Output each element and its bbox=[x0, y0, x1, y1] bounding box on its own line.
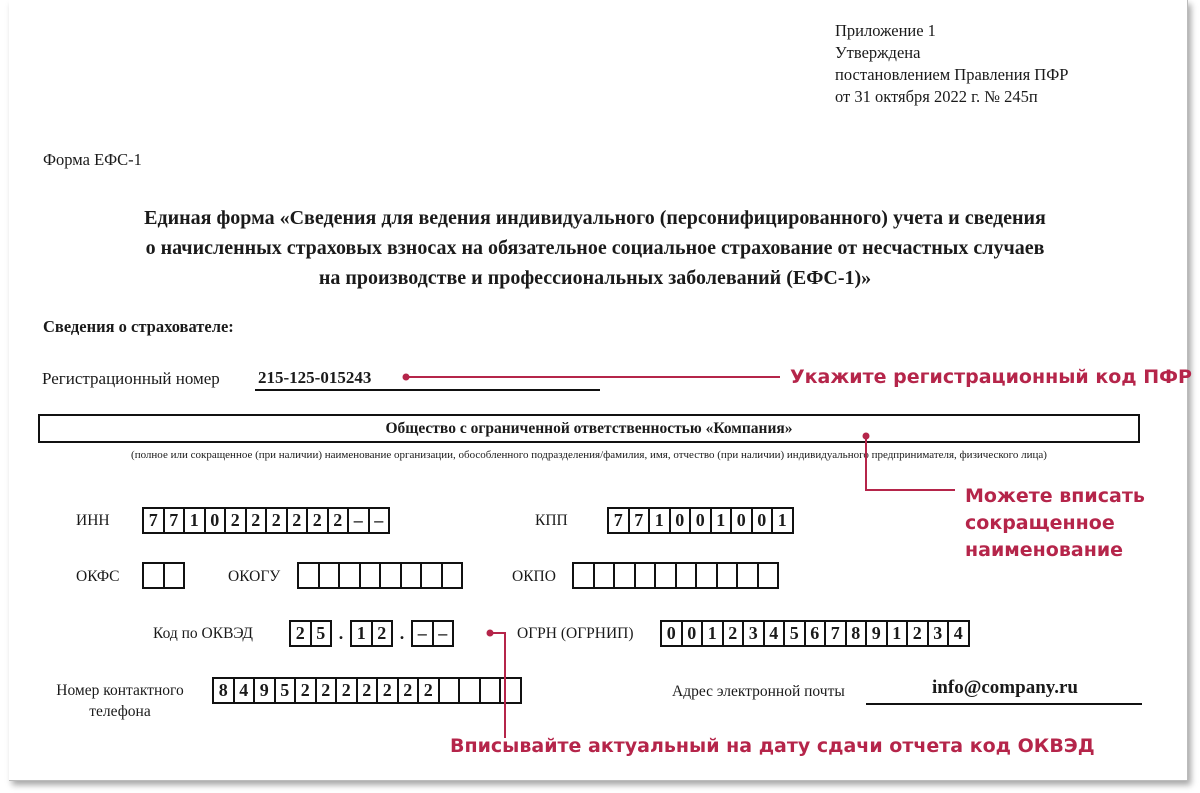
inn-field-cell[interactable]: 2 bbox=[327, 507, 350, 534]
ogrn-label: ОГРН (ОГРНИП) bbox=[517, 625, 634, 642]
ogrn-field-cell[interactable]: 2 bbox=[722, 620, 745, 647]
phone-field-cell[interactable]: 2 bbox=[294, 677, 317, 704]
ogrn-field-cell[interactable]: 0 bbox=[660, 620, 683, 647]
ogrn-field-cell[interactable]: 3 bbox=[742, 620, 765, 647]
inn-field-cell[interactable]: 0 bbox=[204, 507, 227, 534]
okved-dot bbox=[487, 630, 494, 637]
okved-group-3-cell[interactable]: – bbox=[432, 620, 455, 647]
org-name-field[interactable]: Общество с ограниченной ответственностью «Компания» bbox=[38, 414, 1140, 443]
kpp-field-cell[interactable]: 1 bbox=[771, 507, 794, 534]
phone-field-cell[interactable]: 5 bbox=[274, 677, 297, 704]
ogrn-field-cell[interactable]: 1 bbox=[701, 620, 724, 647]
okpo-label: ОКПО bbox=[512, 568, 556, 585]
org-name-caption: (полное или сокращенное (при наличии) наименование организации, обособленного подразделения/фамилия, имя, отчество (при наличии) индивидуального предпринимателя, физического лица) bbox=[131, 449, 1047, 461]
title-line-3: на производстве и профессиональных заболеваний (ЕФС-1)» bbox=[318, 267, 872, 289]
callout-okved: Вписывайте актуальный на дату сдачи отчета код ОКВЭД bbox=[450, 735, 1095, 757]
ogrn-field-cell[interactable]: 4 bbox=[947, 620, 970, 647]
kpp-field-cell[interactable]: 7 bbox=[607, 507, 630, 534]
kpp-field-cell[interactable]: 1 bbox=[710, 507, 733, 534]
phone-field-cell[interactable]: 2 bbox=[335, 677, 358, 704]
inn-field-cell[interactable]: 7 bbox=[163, 507, 186, 534]
phone-field-cell[interactable]: 2 bbox=[356, 677, 379, 704]
reg-number-field[interactable]: 215-125-015243 bbox=[258, 368, 372, 387]
okved-group-2-cell[interactable]: 1 bbox=[350, 620, 373, 647]
short-name-dot bbox=[863, 433, 870, 440]
okved-group-1-cell[interactable]: 2 bbox=[289, 620, 312, 647]
ogrn-field-cell[interactable]: 3 bbox=[927, 620, 950, 647]
okogu-label: ОКОГУ bbox=[228, 568, 281, 585]
okved-separator-1: . bbox=[338, 623, 344, 643]
ogrn-field-cell[interactable]: 7 bbox=[824, 620, 847, 647]
ogrn-field-cell[interactable]: 8 bbox=[845, 620, 868, 647]
insurer-heading: Сведения о страхователе: bbox=[43, 317, 234, 336]
callout-short-name bbox=[965, 483, 1145, 564]
callout-reg-code: Укажите регистрационный код ПФР bbox=[790, 366, 1192, 388]
okved-group-3-cell[interactable]: – bbox=[411, 620, 434, 647]
okved-group-2-cell[interactable]: 2 bbox=[371, 620, 394, 647]
okved-label: Код по ОКВЭД bbox=[153, 625, 253, 642]
email-label: Адрес электронной почты bbox=[672, 683, 845, 700]
kpp-field-cell[interactable]: 7 bbox=[628, 507, 651, 534]
inn-field-cell[interactable]: – bbox=[368, 507, 391, 534]
kpp-field-cell[interactable]: 0 bbox=[730, 507, 753, 534]
inn-field-cell[interactable]: 2 bbox=[245, 507, 268, 534]
kpp-field-cell[interactable]: 0 bbox=[751, 507, 774, 534]
reg-number-label: Регистрационный номер bbox=[42, 369, 220, 388]
phone-field-cell[interactable]: 8 bbox=[212, 677, 235, 704]
inn-field-cell[interactable]: 1 bbox=[183, 507, 206, 534]
ogrn-field-cell[interactable]: 2 bbox=[906, 620, 929, 647]
short-name-connector bbox=[866, 436, 955, 490]
approval-line-1: Приложение 1 bbox=[835, 21, 936, 40]
phone-label-line-1: Номер контактного bbox=[56, 682, 184, 699]
ogrn-field-cell[interactable]: 9 bbox=[865, 620, 888, 647]
kpp-field-cell[interactable]: 0 bbox=[689, 507, 712, 534]
phone-field-cell[interactable]: 9 bbox=[253, 677, 276, 704]
callout-short-name-line-3: наименование bbox=[965, 539, 1124, 561]
email-field[interactable]: info@company.ru bbox=[932, 677, 1078, 698]
inn-field-cell[interactable]: 2 bbox=[306, 507, 329, 534]
inn-field-cell[interactable]: 7 bbox=[142, 507, 165, 534]
ogrn-field-cell[interactable]: 4 bbox=[763, 620, 786, 647]
title-line-2: о начисленных страховых взносах на обязательное социальное страхование от несчастных случаев bbox=[145, 237, 1045, 259]
approval-line-4: от 31 октября 2022 г. № 245п bbox=[835, 87, 1038, 106]
phone-field-cell[interactable]: 2 bbox=[397, 677, 420, 704]
inn-field-cell[interactable]: 2 bbox=[286, 507, 309, 534]
callout-short-name-line-2: сокращенное bbox=[965, 512, 1115, 534]
phone-field-cell[interactable]: 4 bbox=[233, 677, 256, 704]
title-line-1: Единая форма «Сведения для ведения индивидуального (персонифицированного) учета и сведения bbox=[144, 207, 1046, 229]
reg-code-dot bbox=[403, 374, 410, 381]
ogrn-field-cell[interactable]: 6 bbox=[804, 620, 827, 647]
ogrn-field-cell[interactable]: 0 bbox=[681, 620, 704, 647]
okved-connector bbox=[492, 633, 505, 738]
okved-group-1-cell[interactable]: 5 bbox=[310, 620, 333, 647]
approval-line-3: постановлением Правления ПФР bbox=[835, 65, 1069, 84]
form-code: Форма ЕФС-1 bbox=[43, 150, 142, 169]
kpp-label: КПП bbox=[535, 512, 568, 529]
kpp-field-cell[interactable]: 1 bbox=[648, 507, 671, 534]
phone-field-cell[interactable]: 2 bbox=[315, 677, 338, 704]
kpp-field-cell[interactable]: 0 bbox=[669, 507, 692, 534]
ogrn-field-cell[interactable]: 1 bbox=[886, 620, 909, 647]
okved-separator-2: . bbox=[399, 623, 405, 643]
ogrn-field-cell[interactable]: 5 bbox=[783, 620, 806, 647]
approval-line-2: Утверждена bbox=[835, 43, 921, 62]
inn-label: ИНН bbox=[76, 512, 110, 529]
inn-field-cell[interactable]: 2 bbox=[224, 507, 247, 534]
phone-field-cell[interactable]: 2 bbox=[417, 677, 440, 704]
inn-field-cell[interactable]: 2 bbox=[265, 507, 288, 534]
phone-label-line-2: телефона bbox=[89, 703, 151, 720]
okfs-label: ОКФС bbox=[76, 568, 120, 585]
inn-field-cell[interactable]: – bbox=[347, 507, 370, 534]
phone-field-cell[interactable]: 2 bbox=[376, 677, 399, 704]
callout-short-name-line-1: Можете вписать bbox=[965, 485, 1145, 507]
